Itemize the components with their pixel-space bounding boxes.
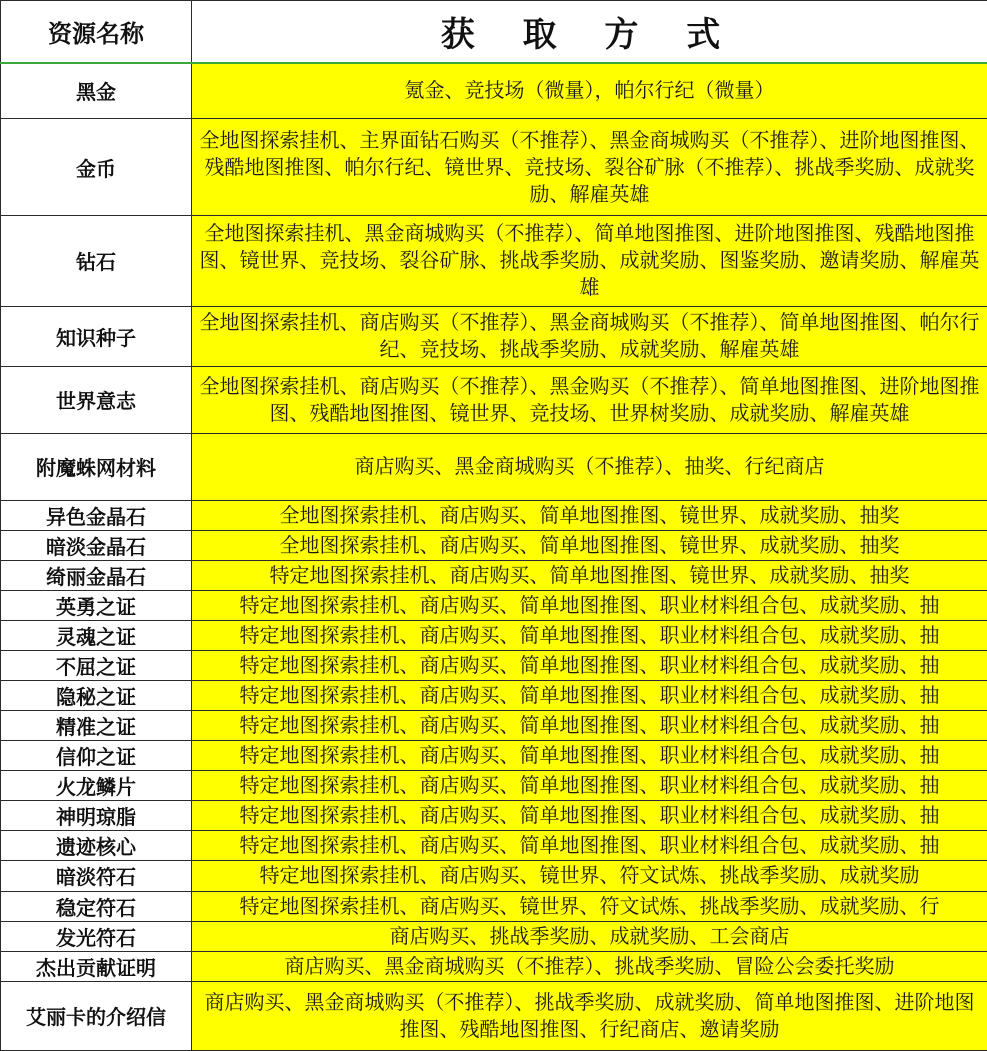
acquisition-method-text: 特定地图探索挂机、商店购买、简单地图推图、职业材料组合包、成就奖励、抽	[239, 653, 940, 678]
table-row	[1, 651, 987, 681]
resource-name-cell[interactable]: 隐秘之证	[1, 681, 192, 711]
acquisition-method-text: 特定地图探索挂机、商店购买、简单地图推图、职业材料组合包、成就奖励、抽	[239, 713, 940, 738]
table-row	[1, 741, 987, 771]
resource-name-cell[interactable]: 火龙鳞片	[1, 771, 192, 801]
resource-name-cell[interactable]: 暗淡金晶石	[1, 530, 192, 560]
acquisition-method-cell[interactable]	[192, 621, 987, 651]
acquisition-method-text: 商店购买、黑金商城购买（不推荐）、挑战季奖励、冒险公会委托奖励	[284, 953, 895, 978]
acquisition-method-text: 全地图探索挂机、黑金商城购买（不推荐）、简单地图推图、进阶地图推图、残酷地图推图、镜世界、竞技场、裂谷矿脉、挑战季奖励、成就奖励、图鉴奖励、邀请奖励、解雇英雄	[199, 221, 980, 300]
acquisition-method-text: 商店购买、黑金商城购买（不推荐）、抽奖、行纪商店	[354, 454, 825, 479]
resource-name-cell[interactable]: 神明琼脂	[1, 801, 192, 831]
acquisition-method-cell[interactable]	[192, 530, 987, 560]
resource-name-cell[interactable]: 遗迹核心	[1, 831, 192, 861]
table-row	[1, 861, 987, 891]
acquisition-method-cell[interactable]	[192, 119, 987, 216]
acquisition-method-cell[interactable]	[192, 63, 987, 119]
resource-name-cell[interactable]: 暗淡符石	[1, 861, 192, 891]
acquisition-method-text: 商店购买、挑战季奖励、成就奖励、工会商店	[389, 923, 790, 948]
acquisition-method-text: 氪金、竞技场（微量），帕尔行纪（微量）	[404, 78, 775, 103]
resource-name-cell[interactable]: 英勇之证	[1, 591, 192, 621]
header-row	[1, 1, 987, 63]
table-row	[1, 306, 987, 366]
acquisition-method-cell[interactable]	[192, 216, 987, 306]
table-row	[1, 119, 987, 216]
resource-name-cell[interactable]: 世界意志	[1, 366, 192, 433]
acquisition-method-text: 特定地图探索挂机、商店购买、简单地图推图、镜世界、成就奖励、抽奖	[269, 563, 910, 587]
acquisition-method-cell[interactable]	[192, 591, 987, 621]
acquisition-method-cell[interactable]	[192, 433, 987, 500]
acquisition-method-cell[interactable]	[192, 771, 987, 801]
acquisition-method-cell[interactable]	[192, 741, 987, 771]
table-row	[1, 891, 987, 921]
table-row	[1, 530, 987, 560]
table-row	[1, 981, 987, 1050]
acquisition-method-text: 特定地图探索挂机、商店购买、简单地图推图、职业材料组合包、成就奖励、抽	[239, 683, 940, 708]
table-row	[1, 500, 987, 530]
acquisition-method-text: 全地图探索挂机、商店购买、简单地图推图、镜世界、成就奖励、抽奖	[279, 502, 900, 527]
acquisition-method-cell[interactable]	[192, 651, 987, 681]
table-row	[1, 951, 987, 981]
table-row	[1, 771, 987, 801]
acquisition-method-cell[interactable]	[192, 560, 987, 590]
acquisition-method-text: 全地图探索挂机、主界面钻石购买（不推荐）、黑金商城购买（不推荐）、进阶地图推图、残酷地图推图、帕尔行纪、镜世界、竞技场、裂谷矿脉（不推荐）、挑战季奖励、成就奖励、解雇英雄	[199, 127, 980, 206]
acquisition-method-cell[interactable]	[192, 366, 987, 433]
acquisition-method-text: 特定地图探索挂机、商店购买、简单地图推图、职业材料组合包、成就奖励、抽	[239, 803, 940, 828]
resource-name-cell[interactable]: 不屈之证	[1, 651, 192, 681]
acquisition-method-text: 特定地图探索挂机、商店购买、简单地图推图、职业材料组合包、成就奖励、抽	[239, 833, 940, 858]
resource-name-cell[interactable]: 金币	[1, 119, 192, 216]
header-name-column[interactable]: 资源名称	[1, 1, 192, 63]
resource-name-cell[interactable]: 杰出贡献证明	[1, 951, 192, 981]
resource-name-cell[interactable]: 绮丽金晶石	[1, 560, 192, 590]
table-row	[1, 216, 987, 306]
table-row	[1, 681, 987, 711]
table-row	[1, 921, 987, 951]
table-row	[1, 801, 987, 831]
table-row	[1, 433, 987, 500]
acquisition-method-cell[interactable]	[192, 861, 987, 891]
table-row	[1, 63, 987, 119]
acquisition-method-text: 特定地图探索挂机、商店购买、镜世界、符文试炼、挑战季奖励、成就奖励	[259, 863, 920, 888]
acquisition-method-text: 全地图探索挂机、商店购买（不推荐）、黑金购买（不推荐）、简单地图推图、进阶地图推图、残酷地图推图、镜世界、竞技场、世界树奖励、成就奖励、解雇英雄	[199, 373, 980, 425]
resource-name-cell[interactable]: 稳定符石	[1, 891, 192, 921]
resource-name-cell[interactable]: 异色金晶石	[1, 500, 192, 530]
table-row	[1, 711, 987, 741]
acquisition-method-text: 特定地图探索挂机、商店购买、简单地图推图、职业材料组合包、成就奖励、抽	[239, 593, 940, 618]
acquisition-method-cell[interactable]	[192, 981, 987, 1050]
resource-name-cell[interactable]: 钻石	[1, 216, 192, 306]
resource-name-cell[interactable]: 灵魂之证	[1, 621, 192, 651]
acquisition-method-cell[interactable]	[192, 306, 987, 366]
table-row	[1, 591, 987, 621]
acquisition-method-cell[interactable]	[192, 681, 987, 711]
resource-name-cell[interactable]: 信仰之证	[1, 741, 192, 771]
header-method-column[interactable]: 获 取 方 式	[192, 1, 987, 63]
acquisition-method-text: 特定地图探索挂机、商店购买、简单地图推图、职业材料组合包、成就奖励、抽	[239, 743, 940, 768]
resource-name-cell[interactable]: 精准之证	[1, 711, 192, 741]
table-row	[1, 621, 987, 651]
table-row	[1, 366, 987, 433]
acquisition-method-text: 全地图探索挂机、商店购买（不推荐）、黑金商城购买（不推荐）、简单地图推图、帕尔行纪、竞技场、挑战季奖励、成就奖励、解雇英雄	[199, 310, 980, 362]
table-row	[1, 560, 987, 590]
acquisition-method-cell[interactable]	[192, 500, 987, 530]
resource-name-cell[interactable]: 附魔蛛网材料	[1, 433, 192, 500]
acquisition-method-text: 商店购买、黑金商城购买（不推荐）、挑战季奖励、成就奖励、简单地图推图、进阶地图推图、残酷地图推图、行纪商店、邀请奖励	[204, 989, 975, 1041]
resource-name-cell[interactable]: 黑金	[1, 63, 192, 119]
acquisition-method-text: 特定地图探索挂机、商店购买、简单地图推图、职业材料组合包、成就奖励、抽	[239, 623, 940, 648]
acquisition-method-cell[interactable]	[192, 831, 987, 861]
acquisition-method-text: 特定地图探索挂机、商店购买、简单地图推图、职业材料组合包、成就奖励、抽	[239, 773, 940, 798]
acquisition-method-cell[interactable]	[192, 711, 987, 741]
resource-name-cell[interactable]: 知识种子	[1, 306, 192, 366]
acquisition-method-cell[interactable]	[192, 951, 987, 981]
resource-name-cell[interactable]: 艾丽卡的介绍信	[1, 981, 192, 1050]
acquisition-method-cell[interactable]	[192, 921, 987, 951]
resource-name-cell[interactable]: 发光符石	[1, 921, 192, 951]
acquisition-method-cell[interactable]	[192, 891, 987, 921]
table-row	[1, 831, 987, 861]
acquisition-method-text: 全地图探索挂机、商店购买、简单地图推图、镜世界、成就奖励、抽奖	[279, 532, 900, 557]
acquisition-method-cell[interactable]	[192, 801, 987, 831]
acquisition-method-text: 特定地图探索挂机、商店购买、镜世界、符文试炼、挑战季奖励、成就奖励、行	[239, 893, 940, 918]
